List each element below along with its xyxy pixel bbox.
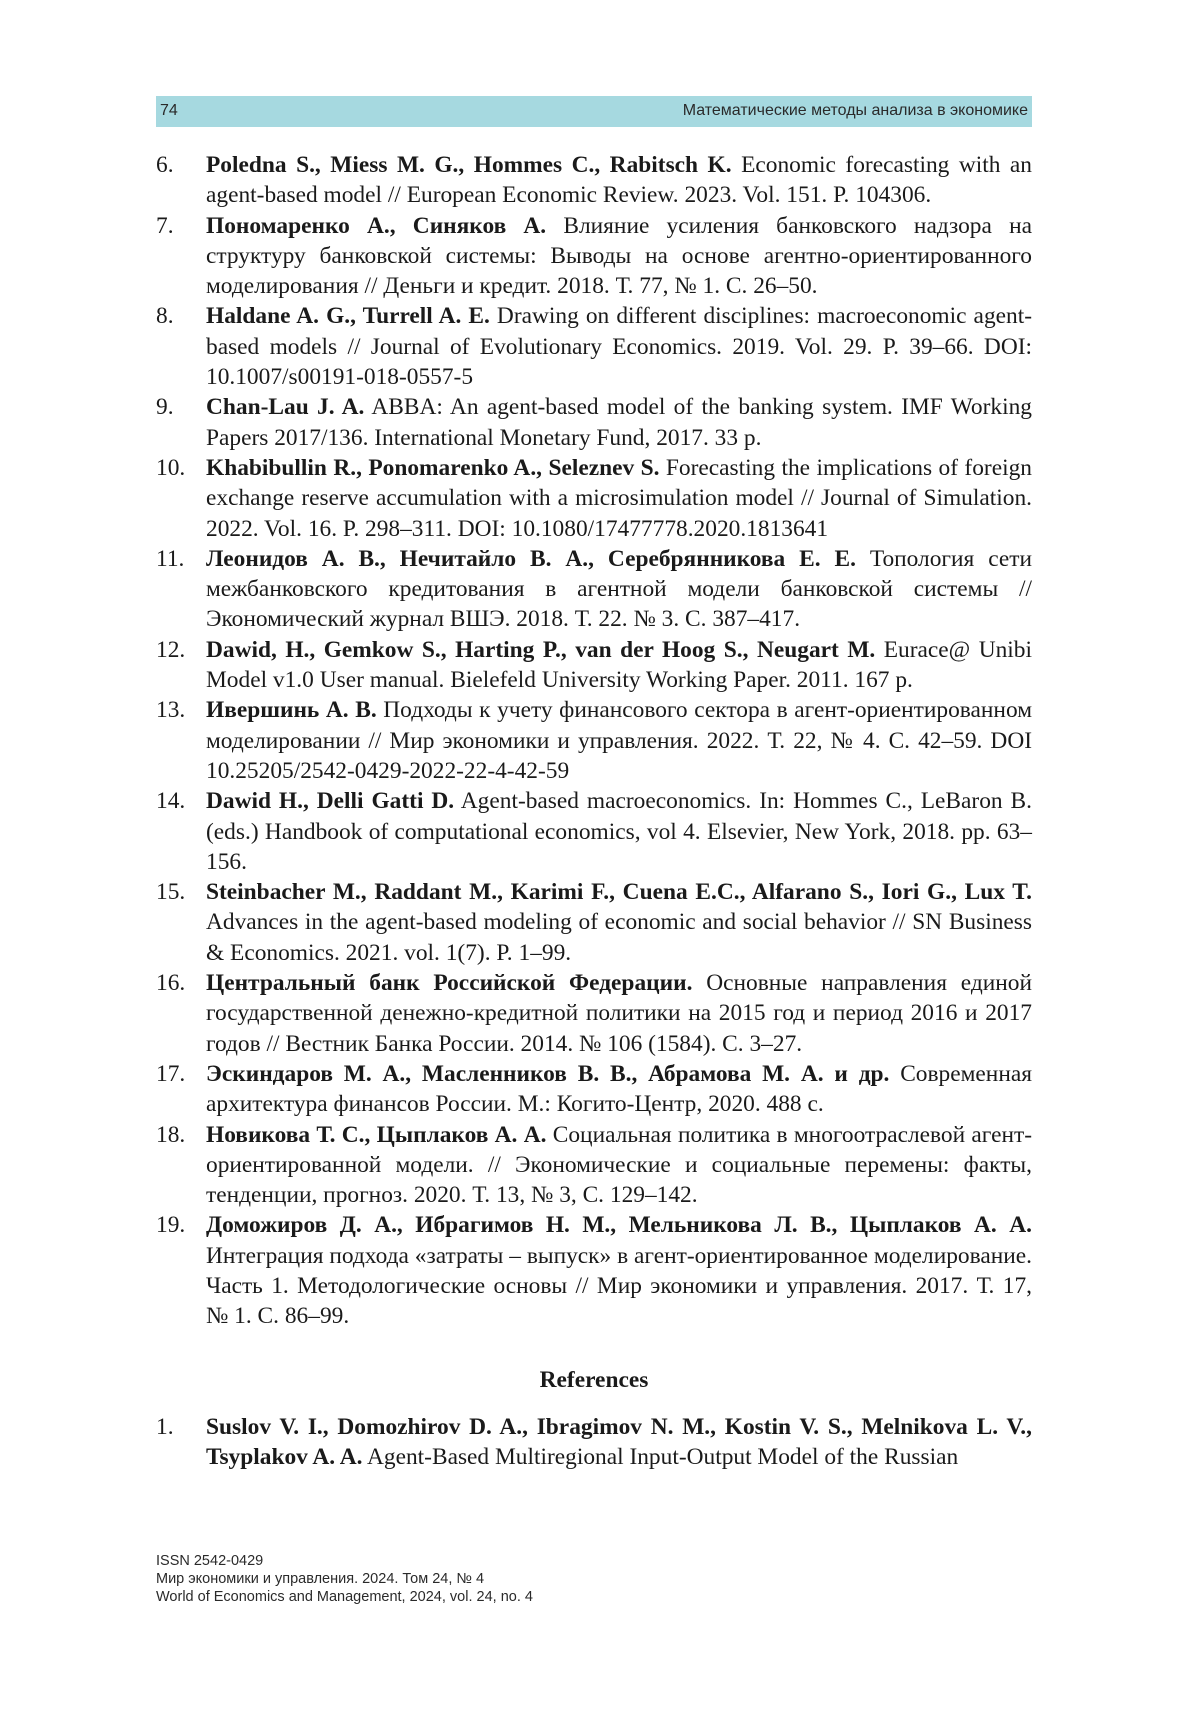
reference-item [156,877,1032,968]
reference-number: 9. [156,394,174,421]
journal-section-title: Математические методы анализа в экономике [682,102,1028,119]
reference-item [156,211,1032,302]
reference-text [206,695,1032,786]
footer-journal-ru: Мир экономики и управления. 2024. Том 24, № 4 [156,1571,485,1587]
reference-details: Forecasting the implications of foreign exchange reserve accumulation with a microsimulation model // Journal of Simulation. 2022. Vol. 16. P. 298–311. DOI: 10.1080/17477778.2020.1813641 [206,454,1032,542]
reference-text [206,301,1032,392]
reference-item [156,150,1032,211]
reference-text [206,1210,1032,1331]
reference-number: 19. [156,1212,186,1239]
reference-details: ABBA: An agent-based model of the banking system. IMF Working Papers 2017/136. International Monetary Fund, 2017. 33 p. [206,394,1032,451]
reference-text [206,392,1032,453]
reference-number: 6. [156,152,174,178]
references-heading: References [539,1367,649,1393]
reference-text [206,786,1032,877]
reference-details: Economic forecasting with an agent-based model // European Economic Review. 2023. Vol. 151. P. 104306. [206,152,1033,209]
reference-details: Социальная политика в многоотраслевой агент-ориентированной модели. // Экономические и социальные перемены: факты, тенденции, прогноз. 2020. Т. 13, № 3, С. 129–142. [206,1121,1032,1209]
page-footer [156,1552,533,1606]
reference-authors: Эскиндаров М. А., Масленников В. В., Абрамова М. А. и др. [206,1060,890,1087]
reference-authors: Центральный банк Российской Федерации. [206,970,693,997]
reference-text [206,1059,1032,1120]
reference-number: 16. [156,970,186,997]
reference-number: 11. [156,545,185,572]
reference-authors: Dawid, H., Gemkow S., Harting P., van der Hoog S., Neugart M. [206,636,876,663]
page-number: 74 [160,102,178,119]
reference-text [206,544,1032,635]
reference-authors: Suslov V. I., Domozhirov D. A., Ibragimov N. M., Kostin V. S., Melnikova L. V., Tsyplakov A. A. [206,1414,1032,1471]
reference-list-en [156,1412,1032,1473]
reference-item [156,1059,1032,1120]
reference-number: 1. [156,1414,174,1440]
reference-text [206,1412,1032,1473]
reference-authors: Леонидов А. В., Нечитайло В. А., Серебрянникова Е. Е. [206,545,856,572]
reference-number: 18. [156,1121,186,1148]
reference-details: Eurace@ Unibi Model v1.0 User manual. Bielefeld University Working Paper. 2011. 167 p. [206,636,1032,694]
footer-journal-en: World of Economics and Management, 2024, vol. 24, no. 4 [156,1589,533,1605]
reference-authors: Ивершинь А. В. [206,697,377,724]
footer-issn: ISSN 2542-0429 [156,1553,264,1569]
reference-authors: Khabibullin R., Ponomarenko A., Seleznev S. [206,454,660,481]
reference-item [156,544,1032,635]
running-header [156,96,1032,127]
reference-details: Drawing on different disciplines: macroeconomic agent-based models // Journal of Evolutionary Economics. 2019. Vol. 29. P. 39–66. DOI: 10.1007/s00191-018-0557-5 [206,303,1032,391]
reference-item [156,392,1032,453]
reference-details: Agent-based macroeconomics. In: Hommes C., LeBaron B. (eds.) Handbook of computational economics, vol 4. Elsevier, New York, 2018. pp. 63–156. [206,788,1032,875]
reference-number: 12. [156,636,186,663]
reference-list [156,150,1032,1332]
reference-authors: Chan-Lau J. A. [206,394,365,421]
reference-text [206,635,1032,696]
reference-text [206,453,1032,544]
reference-details: Влияние усиления банковского надзора на структуру банковской системы: Выводы на основе агентно-ориентированного моделирования // Деньги и кредит. 2018. Т. 77, № 1. С. 26–50. [206,212,1032,300]
reference-number: 17. [156,1060,186,1087]
reference-authors: Poledna S., Miess M. G., Hommes C., Rabitsch K. [206,152,732,178]
reference-details: Advances in the agent-based modeling of economic and social behavior // SN Business & Economics. 2021. vol. 1(7). P. 1–99. [206,909,1032,966]
reference-authors: Haldane A. G., Turrell A. E. [206,303,490,330]
reference-item [156,635,1032,696]
reference-item [156,695,1032,786]
reference-item [156,301,1032,392]
reference-number: 7. [156,212,174,239]
reference-number: 13. [156,697,186,724]
reference-details: Подходы к учету финансового сектора в агент-ориентированном моделировании // Мир экономики и управления. 2022. Т. 22, № 4. С. 42–59. DOI 10.25205/2542-0429-2022-22-4-42-59 [206,697,1032,784]
reference-item [156,1210,1032,1331]
reference-text [206,1120,1032,1211]
reference-text [206,211,1032,302]
reference-number: 15. [156,879,186,906]
reference-number: 10. [156,454,186,481]
reference-authors: Новикова Т. С., Цыплаков А. А. [206,1121,547,1148]
reference-authors: Доможиров Д. А., Ибрагимов Н. М., Мельникова Л. В., Цыплаков А. А. [206,1212,1032,1239]
reference-item [156,786,1032,877]
reference-text [206,968,1032,1059]
reference-authors: Steinbacher M., Raddant M., Karimi F., Cuena E.C., Alfarano S., Iori G., Lux T. [206,879,1032,906]
reference-text [206,877,1032,968]
reference-authors: Пономаренко А., Синяков А. [206,212,547,239]
reference-text [206,150,1032,211]
reference-item [156,453,1032,544]
reference-details: Основные направления единой государственной денежно-кредитной политики на 2015 год и период 2016 и 2017 годов // Вестник Банка России. 2014. № 106 (1584). С. 3–27. [206,970,1032,1057]
reference-authors: Dawid H., Delli Gatti D. [206,788,455,815]
reference-number: 8. [156,303,174,330]
reference-item [156,1412,1032,1473]
reference-details: Agent-Based Multiregional Input-Output Model of the Russian [362,1444,959,1471]
reference-details: Интеграция подхода «затраты – выпуск» в агент-ориентированное моделирование. Часть 1. Методологические основы // Мир экономики и управления. 2017. Т. 17, № 1. С. 86–99. [206,1242,1032,1330]
reference-item [156,1120,1032,1211]
reference-item [156,968,1032,1059]
reference-details: Топология сети межбанковского кредитования в агентной модели банковской системы // Экономический журнал ВШЭ. 2018. Т. 22. № 3. С. 387–417. [206,545,1032,633]
reference-details: Современная архитектура финансов России. М.: Когито-Центр, 2020. 488 с. [206,1060,1032,1118]
reference-number: 14. [156,788,186,815]
